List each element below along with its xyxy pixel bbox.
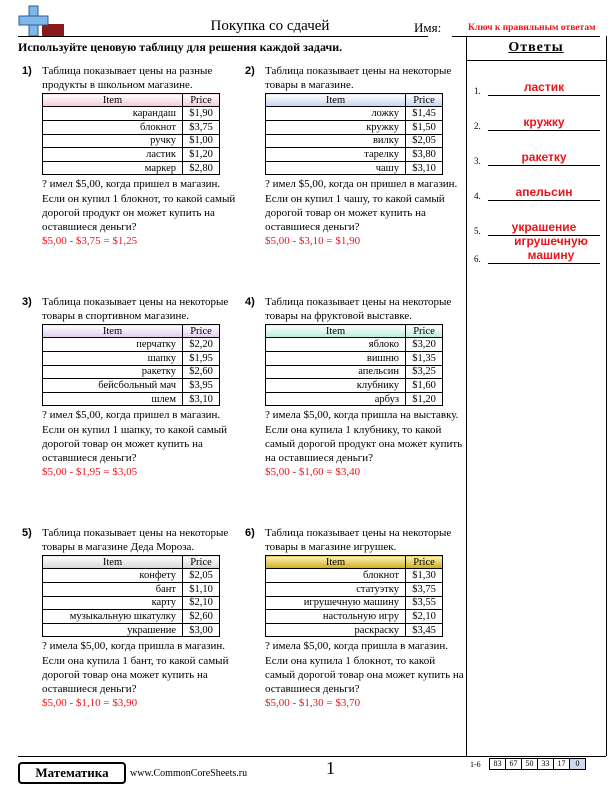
problem-intro: Таблица показывает цены на разные продукты в школьном магазине. [42,65,213,92]
price-cell: $1,10 [183,583,220,597]
item-cell: карандаш [43,107,183,121]
answers-divider-left [466,36,467,756]
table-row [43,569,220,583]
score-box: 50 [521,758,538,770]
problem-number: 5) [22,527,32,539]
problem-1 [22,64,242,248]
price-cell: $1,35 [406,352,443,366]
name-label: Имя: [414,20,442,35]
problem-solution: $5,00 - $1,30 = $3,70 [265,697,361,710]
price-cell: $3,55 [406,596,443,610]
price-table [42,93,220,175]
problem-question: ? имел $5,00, когда пришел в магазин. Если он купил 1 шапку, то какой самый дорогой товар он может купить на оставшиеся деньги? [42,409,228,464]
answer-line [488,263,600,264]
answer-line [488,165,600,166]
item-cell: игрушечную машину [266,596,406,610]
footer-divider [18,756,606,757]
problem-intro: Таблица показывает цены на некоторые товары в магазине. [265,65,452,92]
price-cell: $3,75 [406,583,443,597]
plus-logo-icon [18,4,66,40]
problem-3 [22,295,242,479]
price-cell: $3,10 [183,392,220,406]
price-cell: $1,95 [183,352,220,366]
table-row [43,379,220,393]
answer-row-5 [474,206,602,236]
page-title: Покупка со сдачей [210,18,330,34]
item-cell: вишню [266,352,406,366]
answer-row-3 [474,136,602,166]
table-row [43,392,220,406]
item-cell: арбуз [266,392,406,406]
price-cell: $1,00 [183,134,220,148]
answers-title: Ответы [508,40,564,55]
table-row [43,596,220,610]
item-cell: украшение [43,623,183,637]
item-cell: тарелку [266,148,406,162]
price-cell: $2,05 [406,134,443,148]
header-price: Price [183,94,220,107]
item-cell: ластик [43,148,183,162]
answer-number: 5. [474,226,481,236]
item-cell: конфету [43,569,183,583]
item-cell: карту [43,596,183,610]
table-row [266,338,443,352]
item-cell: ручку [43,134,183,148]
item-cell: маркер [43,161,183,175]
problem-question: ? имел $5,00, когда он пришел в магазин. Если он купил 1 чашу, то какой самый дорогой товар он может купить на оставшиеся деньги? [265,178,458,233]
answer-number: 4. [474,191,481,201]
table-row [266,379,443,393]
problem-solution: $5,00 - $3,75 = $1,25 [42,235,138,248]
answer-row-1 [474,66,602,96]
problem-question: ? имела $5,00, когда пришла в магазин. Если она купила 1 бант, то какой самый дорогой товар она может купить на оставшиеся деньги? [42,640,229,695]
table-row [43,583,220,597]
answer-number: 3. [474,156,481,166]
problem-question: ? имела $5,00, когда пришла на выставку. Если она купила 1 клубнику, то какой самый дорогой продукт она может купить на оставшиеся деньги? [265,409,463,464]
table-row [43,148,220,162]
price-cell: $2,80 [183,161,220,175]
answer-value: апельсин [515,185,573,199]
problem-number: 3) [22,296,32,308]
item-cell: вилку [266,134,406,148]
table-row [43,365,220,379]
score-boxes [490,758,586,770]
table-row [266,352,443,366]
table-row [43,338,220,352]
page-number: 1 [326,758,335,778]
table-row [266,134,443,148]
item-cell: блокнот [43,121,183,135]
item-cell: раскраску [266,623,406,637]
site-url: www.CommonCoreSheets.ru [130,768,248,779]
table-row [43,121,220,135]
header-price: Price [406,556,443,569]
table-row [266,121,443,135]
header-price: Price [183,325,220,338]
price-cell: $1,20 [406,392,443,406]
price-cell: $3,25 [406,365,443,379]
table-row [266,610,443,624]
problem-question: ? имел $5,00, когда пришел в магазин. Если он купил 1 блокнот, то какой самый дорогой продукт он может купить на оставшиеся деньги? [42,178,236,233]
problem-4 [245,295,465,479]
score-range: 1-6 [470,760,481,769]
answer-line [488,130,600,131]
problem-number: 1) [22,65,32,77]
answer-value: ракетку [521,150,567,164]
answer-line [488,200,600,201]
answer-row-6 [474,234,602,264]
item-cell: апельсин [266,365,406,379]
item-cell: перчатку [43,338,183,352]
item-cell: блокнот [266,569,406,583]
header-price: Price [406,325,443,338]
answer-number: 2. [474,121,481,131]
problem-number: 2) [245,65,255,77]
table-header-row [266,325,443,338]
item-cell: музыкальную шкатулку [43,610,183,624]
table-header-row [43,325,220,338]
price-cell: $2,10 [406,610,443,624]
table-header-row [43,556,220,569]
table-row [43,352,220,366]
item-cell: яблоко [266,338,406,352]
table-row [43,623,220,637]
table-row [266,623,443,637]
answer-line [488,95,600,96]
price-cell: $1,50 [406,121,443,135]
problem-solution: $5,00 - $1,10 = $3,90 [42,697,138,710]
table-row [266,392,443,406]
header-item: Item [43,325,183,338]
price-cell: $2,20 [183,338,220,352]
answer-number: 1. [474,86,481,96]
header-item: Item [43,94,183,107]
problem-solution: $5,00 - $1,60 = $3,40 [265,466,361,479]
header-item: Item [266,94,406,107]
price-cell: $1,45 [406,107,443,121]
table-row [266,583,443,597]
price-cell: $2,60 [183,610,220,624]
table-header-row [266,556,443,569]
problem-solution: $5,00 - $1,95 = $3,05 [42,466,138,479]
problem-intro: Таблица показывает цены на некоторые товары на фруктовой выставке. [265,296,452,323]
answer-value: кружку [523,115,565,129]
table-header-row [266,94,443,107]
price-cell: $1,60 [406,379,443,393]
price-table [265,324,443,406]
score-box: 0 [569,758,586,770]
price-cell: $2,05 [183,569,220,583]
item-cell: настольную игру [266,610,406,624]
price-cell: $3,45 [406,623,443,637]
price-table [265,555,443,637]
table-row [266,569,443,583]
name-line [452,36,600,37]
table-row [266,596,443,610]
table-row [43,161,220,175]
problem-intro: Таблица показывает цены на некоторые товары в магазине Деда Мороза. [42,527,229,554]
problem-solution: $5,00 - $3,10 = $1,90 [265,235,361,248]
header-item: Item [43,556,183,569]
table-row [43,107,220,121]
price-cell: $3,95 [183,379,220,393]
header-price: Price [406,94,443,107]
score-box: 33 [537,758,554,770]
header-item: Item [266,556,406,569]
price-table [42,324,220,406]
table-row [266,148,443,162]
item-cell: ложку [266,107,406,121]
problem-intro: Таблица показывает цены на некоторые товары в спортивном магазине. [42,296,229,323]
price-cell: $1,20 [183,148,220,162]
price-cell: $1,90 [183,107,220,121]
item-cell: бант [43,583,183,597]
answer-value: игрушечную машину [514,234,588,262]
answer-row-2 [474,101,602,131]
header-item: Item [266,325,406,338]
header-divider [18,36,428,37]
item-cell: статуэтку [266,583,406,597]
price-cell: $2,60 [183,365,220,379]
table-row [266,161,443,175]
table-row [43,134,220,148]
item-cell: шлем [43,392,183,406]
score-box: 17 [553,758,570,770]
item-cell: шапку [43,352,183,366]
price-cell: $3,00 [183,623,220,637]
table-row [43,610,220,624]
price-cell: $1,30 [406,569,443,583]
answers-title-line [466,60,606,61]
brand-badge: Математика [18,762,126,784]
problem-number: 4) [245,296,255,308]
price-table [265,93,443,175]
price-cell: $3,10 [406,161,443,175]
answers-divider-right [606,36,607,756]
problem-5 [22,526,242,710]
problem-intro: Таблица показывает цены на некоторые товары в магазине игрушек. [265,527,452,554]
item-cell: ракетку [43,365,183,379]
score-box: 67 [505,758,522,770]
answer-value: украшение [511,220,577,234]
answer-row-4 [474,171,602,201]
price-cell: $3,80 [406,148,443,162]
price-cell: $2,10 [183,596,220,610]
header-price: Price [183,556,220,569]
answer-number: 6. [474,254,481,264]
item-cell: клубнику [266,379,406,393]
score-box: 83 [489,758,506,770]
answer-key-label: Ключ к правильным ответам [468,23,596,33]
problem-question: ? имела $5,00, когда пришла в магазин. Если она купила 1 блокнот, то какой самый дорогой товар она может купить на оставшиеся деньги? [265,640,464,695]
item-cell: кружку [266,121,406,135]
instructions: Используйте ценовую таблицу для решения каждой задачи. [18,40,343,54]
table-header-row [43,94,220,107]
problem-number: 6) [245,527,255,539]
price-cell: $3,75 [183,121,220,135]
price-cell: $3,20 [406,338,443,352]
table-row [266,107,443,121]
problem-6 [245,526,465,710]
item-cell: бейсбольный мач [43,379,183,393]
price-table [42,555,220,637]
table-row [266,365,443,379]
problem-2 [245,64,465,248]
item-cell: чашу [266,161,406,175]
answer-value: ластик [523,80,565,94]
